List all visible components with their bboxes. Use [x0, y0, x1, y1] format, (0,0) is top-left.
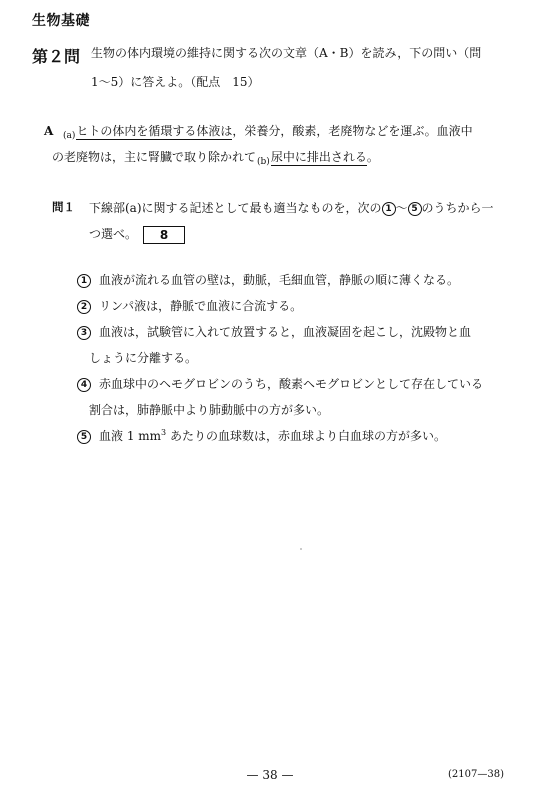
- question-intro-line1: 生物の体内環境の維持に関する次の文章（A・B）を読み，下の問い（問: [91, 46, 482, 60]
- answer-box[interactable]: 8: [143, 226, 185, 244]
- question-number: 第２問: [32, 47, 81, 66]
- scan-speck: [300, 548, 302, 550]
- option-5-superscript: 3: [161, 428, 167, 437]
- mon1-text-line2: [89, 225, 185, 244]
- section-a-line2-end: 。: [366, 150, 379, 164]
- option-4-continuation: 割合は，肺静脈中より肺動脈中の方が多い。: [89, 403, 330, 417]
- section-a-line2: [52, 150, 492, 169]
- option-5[interactable]: [77, 427, 517, 444]
- mon1-label: 問１: [52, 200, 75, 214]
- option-3-continuation: しょうに分離する。: [89, 351, 198, 365]
- mon1-text-line1: [89, 199, 494, 216]
- option-2-text: リンパ液は，静脈で血液に合流する。: [99, 299, 303, 313]
- section-a-line2-start: の老廃物は，主に腎臓で取り除かれて: [52, 150, 257, 164]
- subject-title: 生物基礎: [32, 13, 90, 29]
- section-a-label: A: [44, 124, 54, 138]
- option-3-number: 3: [77, 326, 91, 340]
- document-code: (2107—38): [448, 769, 504, 780]
- underline-b: 尿中に排出される: [270, 150, 367, 164]
- option-2-number: 2: [77, 300, 91, 314]
- option-1[interactable]: [77, 271, 517, 288]
- mon1-text-pre: 下線部(a)に関する記述として最も適当なものを，次の: [89, 201, 382, 215]
- circled-number-start: 1: [382, 202, 396, 216]
- option-5-text-pre: 血液 1 mm: [99, 429, 162, 443]
- range-separator: ～: [395, 201, 408, 215]
- circled-number-end: 5: [408, 202, 422, 216]
- option-1-text: 血液が流れる血管の壁は，動脈，毛細血管，静脈の順に薄くなる。: [99, 273, 460, 287]
- mon1-text-post: のうちから一: [421, 201, 494, 215]
- page-number: — 38 —: [246, 768, 294, 782]
- section-a-line1: [62, 124, 502, 143]
- marker-a: (a): [63, 131, 76, 141]
- underline-a: ヒトの体内を循環する体液は: [76, 124, 233, 138]
- marker-b: (b): [257, 157, 270, 167]
- option-5-text-post: あたりの血球数は，赤血球より白血球の方が多い。: [166, 429, 446, 443]
- option-5-number: 5: [77, 430, 91, 444]
- option-4-number: 4: [77, 378, 91, 392]
- option-1-number: 1: [77, 274, 91, 288]
- option-2[interactable]: [77, 297, 517, 314]
- option-3-text: 血液は，試験管に入れて放置すると，血液凝固を起こし，沈殿物と血: [99, 325, 472, 339]
- mon1-text-line2-span: つ選べ。: [89, 227, 138, 241]
- section-a-line1-rest: ，栄養分，酸素，老廃物などを運ぶ。血液中: [232, 124, 473, 138]
- option-4[interactable]: [77, 375, 517, 392]
- option-3[interactable]: [77, 323, 517, 340]
- option-4-text: 赤血球中のヘモグロビンのうち，酸素ヘモグロビンとして存在している: [99, 377, 484, 391]
- question-intro-line2: 1～5）に答えよ。（配点 15）: [91, 75, 260, 89]
